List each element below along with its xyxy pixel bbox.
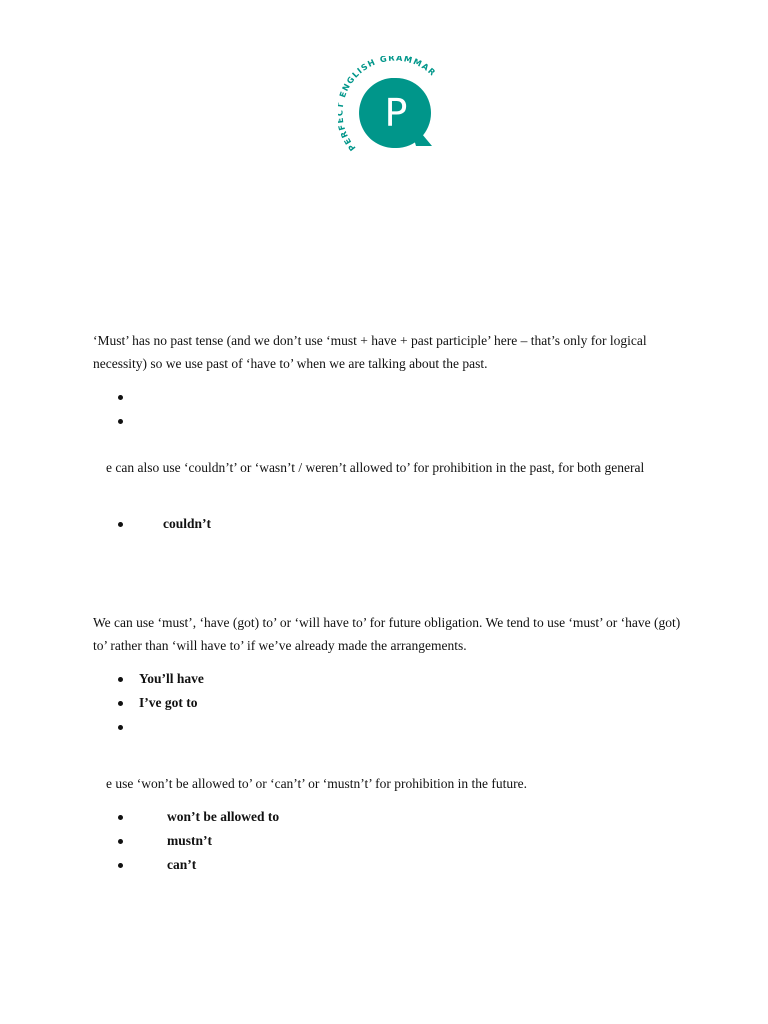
past-obligation-paragraph: ‘Must’ has no past tense (and we don’t use ‘must + have + past participle’ here – that’s only for logical necessity) so we use past of ‘have to’ when we are talking about the past. bbox=[93, 333, 647, 371]
list-bullet bbox=[118, 395, 123, 400]
list-bullet bbox=[118, 863, 123, 868]
list-item: couldn’t bbox=[163, 516, 212, 531]
list-bullet bbox=[118, 419, 123, 424]
perfect-english-grammar-logo bbox=[338, 56, 438, 152]
logo-icon bbox=[338, 56, 438, 152]
past-prohibition-paragraph: e can also use ‘couldn’t’ or ‘wasn’t / weren’t allowed to’ for prohibition in the past, for both general bbox=[106, 460, 645, 475]
list-item: You’ll have bbox=[139, 671, 204, 686]
list-item: mustn’t bbox=[167, 833, 213, 848]
list-item: won’t be allowed to bbox=[167, 809, 280, 824]
list-bullet bbox=[118, 725, 123, 730]
list-item: can’t bbox=[167, 857, 197, 872]
list-item: I’ve got to bbox=[139, 695, 198, 710]
future-prohibition-paragraph: e use ‘won’t be allowed to’ or ‘can’t’ or ‘mustn’t’ for prohibition in the future. bbox=[106, 776, 528, 791]
future-obligation-paragraph: We can use ‘must’, ‘have (got) to’ or ‘will have to’ for future obligation. We tend to use ‘must’ or ‘have (got) to’ rather than ‘will have to’ if we’ve already made the arrangements. bbox=[93, 615, 681, 653]
list-bullet bbox=[118, 677, 123, 682]
list-bullet bbox=[118, 839, 123, 844]
list-bullet bbox=[118, 701, 123, 706]
logo-arc-text: PER ENGLISH GRAMMAR bbox=[338, 56, 438, 152]
logo-letter: P bbox=[384, 91, 408, 135]
list-bullet bbox=[118, 815, 123, 820]
list-bullet bbox=[118, 522, 123, 527]
